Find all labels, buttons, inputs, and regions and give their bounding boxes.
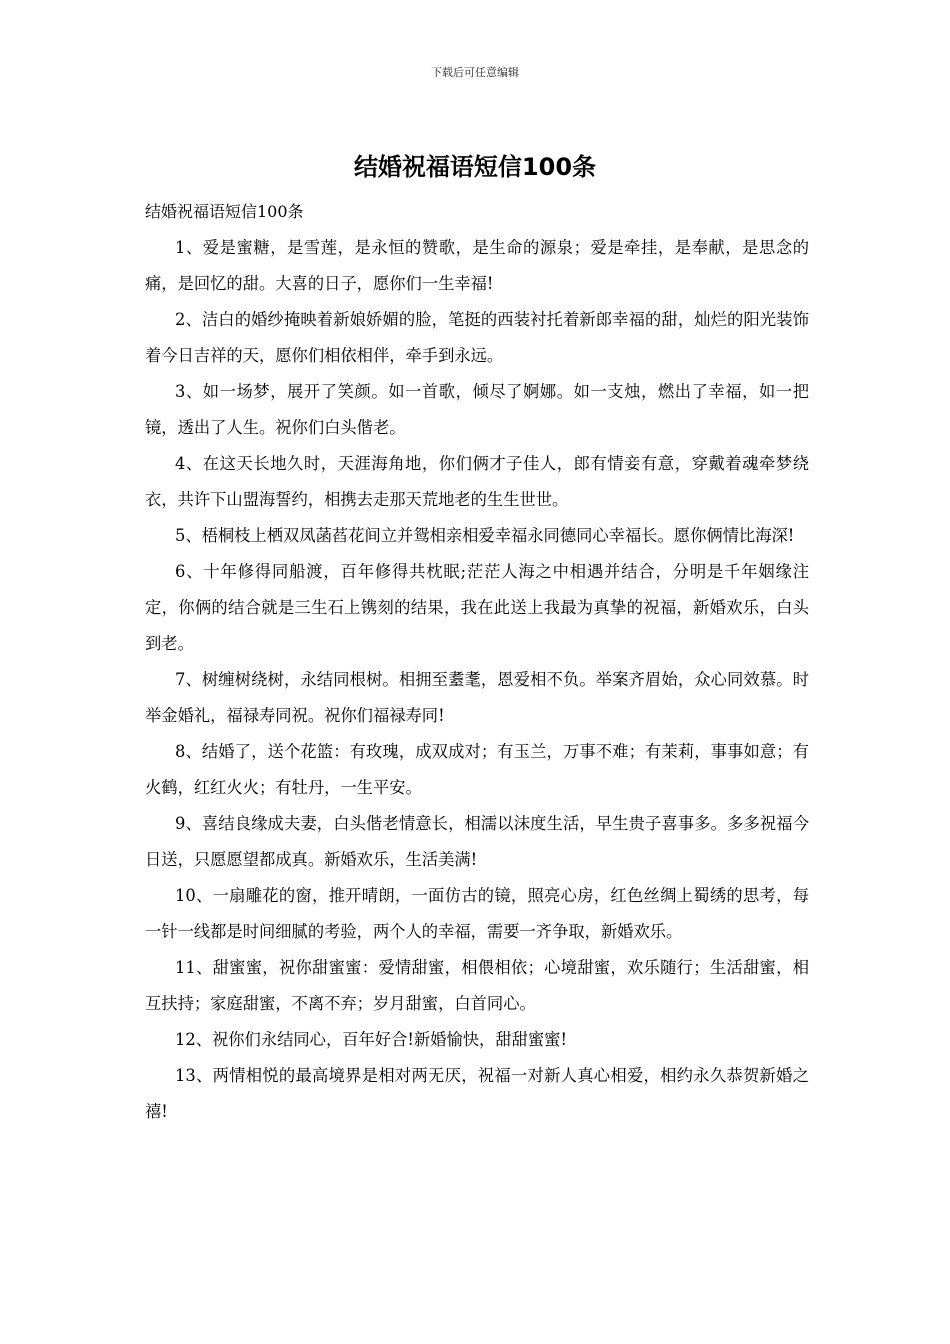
- paragraph-9: 9、喜结良缘成夫妻，白头偕老情意长，相濡以沫度生活，早生贵子喜事多。多多祝福今日送，只愿愿望都成真。新婚欢乐，生活美满!: [145, 814, 809, 869]
- document-subtitle: 结婚祝福语短信100条: [145, 202, 304, 221]
- paragraph-12: 12、祝你们永结同心，百年好合!新婚愉快，甜甜蜜蜜!: [175, 1030, 567, 1049]
- header-note: 下载后可任意编辑: [431, 66, 519, 79]
- paragraph-13: 13、两情相悦的最高境界是相对两无厌，祝福一对新人真心相爱，相约永久恭贺新婚之禧!: [145, 1066, 809, 1121]
- paragraph-7: 7、树缠树绕树，永结同根树。相拥至耋耄，恩爱相不负。举案齐眉始，众心同效慕。时举金婚礼，福禄寿同祝。祝你们福禄寿同!: [145, 670, 809, 725]
- paragraph-8: 8、结婚了，送个花篮：有玫瑰，成双成对；有玉兰，万事不难；有茉莉，事事如意；有火鹤，红红火火；有牡丹，一生平安。: [145, 742, 809, 797]
- paragraph-4: 4、在这天长地久时，天涯海角地，你们俩才子佳人，郎有情妾有意，穿戴着魂牵梦绕衣，共许下山盟海誓约，相携去走那天荒地老的生生世世。: [145, 454, 809, 509]
- paragraph-1: 1、爱是蜜糖，是雪莲，是永恒的赞歌，是生命的源泉；爱是牵挂，是奉献，是思念的痛，是回忆的甜。大喜的日子，愿你们一生幸福!: [145, 238, 809, 293]
- document-title: 结婚祝福语短信100条: [353, 153, 597, 181]
- paragraph-6: 6、十年修得同船渡，百年修得共枕眠;茫茫人海之中相遇并结合，分明是千年姻缘注定，你俩的结合就是三生石上镌刻的结果，我在此送上我最为真挚的祝福，新婚欢乐，白头到老。: [145, 562, 809, 653]
- paragraph-3: 3、如一场梦，展开了笑颜。如一首歌，倾尽了婀娜。如一支烛，燃出了幸福，如一把镜，透出了人生。祝你们白头偕老。: [145, 382, 809, 437]
- paragraph-5: 5、梧桐枝上栖双凤菡萏花间立并鸳相亲相爱幸福永同德同心幸福长。愿你俩情比海深!: [175, 526, 795, 545]
- paragraph-11: 11、甜蜜蜜，祝你甜蜜蜜：爱情甜蜜，相偎相依；心境甜蜜，欢乐随行；生活甜蜜，相互扶持；家庭甜蜜，不离不弃；岁月甜蜜，白首同心。: [145, 958, 809, 1013]
- paragraph-2: 2、洁白的婚纱掩映着新娘娇媚的脸，笔挺的西装衬托着新郎幸福的甜，灿烂的阳光装饰着今日吉祥的天，愿你们相依相伴，牵手到永远。: [145, 310, 809, 365]
- document-body: [145, 194, 809, 1130]
- paragraph-10: 10、一扇雕花的窗，推开晴朗，一面仿古的镜，照亮心房，红色丝绸上蜀绣的思考，每一针一线都是时间细腻的考验，两个人的幸福，需要一齐争取，新婚欢乐。: [145, 886, 809, 941]
